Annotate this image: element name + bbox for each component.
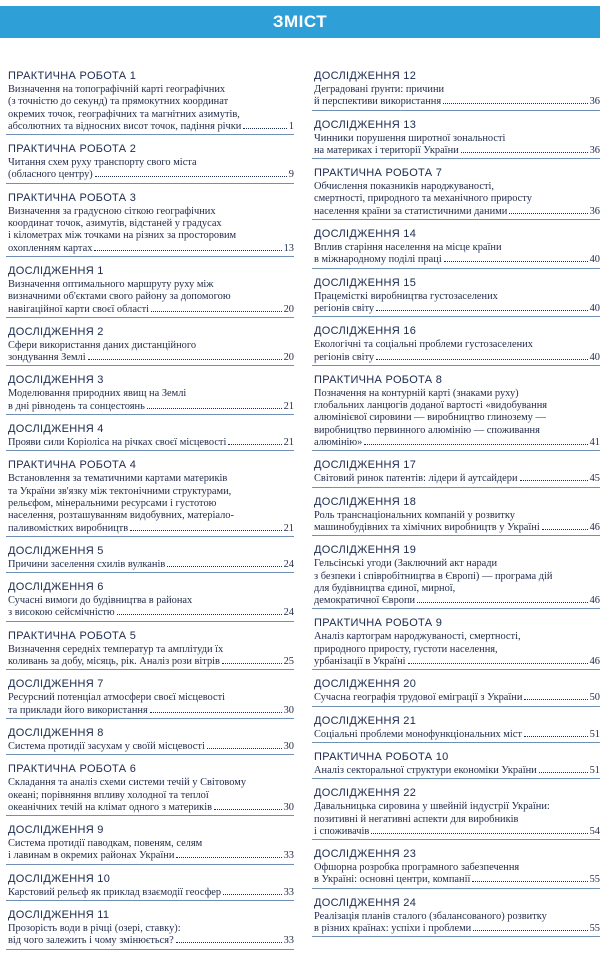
toc-entry[interactable]: [6, 143, 294, 184]
toc-entry-line: позитивні й негативні аспекти для виробників: [314, 813, 519, 825]
toc-entry[interactable]: [6, 909, 294, 950]
toc-entry-title: ДОСЛІДЖЕННЯ 12: [314, 70, 417, 82]
toc-entry-line: на материках і території України: [314, 144, 459, 156]
toc-entry-title: ДОСЛІДЖЕННЯ 2: [8, 325, 104, 338]
toc-entry-line: алюмінію»: [314, 437, 363, 449]
dot-leader: [472, 881, 587, 882]
toc-entry-line: Давальницька сировина у швейній індустрії України:: [314, 801, 550, 813]
toc-entry-last-line: [314, 826, 600, 838]
toc-entry-last-line: [8, 850, 294, 862]
dot-leader: [444, 261, 588, 262]
page-number[interactable]: 41: [589, 437, 600, 449]
page-number[interactable]: 46: [589, 656, 600, 668]
toc-right-column: [312, 70, 600, 945]
toc-entry[interactable]: [6, 545, 294, 573]
toc-entry-last-line: [314, 96, 600, 108]
toc-entry-last-line: [314, 923, 600, 935]
toc-entry-line: від чого залежить і чому змінюється?: [8, 935, 174, 947]
toc-entry-line: в різних країнах: успіхи і проблеми: [314, 922, 472, 934]
toc-entry-title: ДОСЛІДЖЕННЯ 18: [314, 495, 417, 508]
page-number[interactable]: 55: [589, 922, 600, 934]
toc-entry-title: ДОСЛІДЖЕННЯ 16: [314, 325, 417, 338]
page-number[interactable]: 33: [283, 935, 294, 947]
toc-entry-title: ДОСЛІДЖЕННЯ 1: [8, 264, 104, 277]
toc-entry-line: (обласного центру): [8, 169, 93, 181]
toc-entry[interactable]: [6, 763, 294, 816]
toc-entry[interactable]: [312, 897, 600, 938]
toc-entry[interactable]: [312, 325, 600, 366]
toc-entry-title: ДОСЛІДЖЕННЯ 9: [8, 824, 104, 837]
toc-entry[interactable]: [312, 787, 600, 840]
toc-entry-description: [312, 691, 600, 705]
dot-leader: [371, 833, 587, 834]
toc-entry-description: [6, 776, 294, 815]
toc-entry-line: Причини заселення схилів вулканів: [8, 558, 166, 570]
toc-entry-last-line: [8, 607, 294, 619]
toc-entry-title: ДОСЛІДЖЕННЯ 19: [314, 544, 417, 557]
toc-entry-line: та України зв'язку між тектонічними структурами,: [8, 485, 232, 497]
dot-leader: [147, 408, 282, 409]
toc-entry-last-line: [8, 656, 294, 668]
toc-entry-description: [6, 436, 294, 450]
toc-entry-last-line: [8, 352, 294, 364]
toc-entry-line: Система протидії засухам у своїй місцевості: [8, 740, 205, 752]
toc-entry-last-line: [8, 437, 294, 449]
dot-leader: [167, 566, 281, 567]
toc-entry-line: Обчислення показників народжуваності,: [314, 181, 494, 193]
page-number[interactable]: 54: [589, 825, 600, 837]
toc-entry-line: і споживачів: [314, 825, 370, 837]
toc-entry-line: океані; порівняння впливу холодної та теплої: [8, 789, 209, 801]
toc-entry-description: [6, 278, 294, 317]
toc-entry-line: Сучасні вимоги до будівництва в районах: [8, 595, 193, 607]
dot-leader: [376, 310, 588, 311]
toc-entry-line: Моделювання природних явищ на Землі: [8, 388, 187, 400]
toc-entry-last-line: [314, 303, 600, 315]
dot-leader: [376, 359, 588, 360]
toc-entry-last-line: [8, 887, 294, 899]
page-number[interactable]: 46: [589, 595, 600, 607]
toc-entry-title: ПРАКТИЧНА РОБОТА 8: [314, 373, 443, 386]
toc-entry-last-line: [314, 145, 600, 157]
toc-entry-description: [312, 387, 600, 450]
toc-entry-line: і кілометрах між точками на різних за просторовим: [8, 230, 237, 242]
toc-entry-last-line: [314, 765, 600, 777]
page-number[interactable]: 21: [283, 400, 294, 412]
toc-entry-title: ПРАКТИЧНА РОБОТА 9: [314, 617, 443, 630]
toc-entry-line: Офшорна розробка програмного забезпечення: [314, 862, 520, 874]
toc-entry-line: демократичної Європи: [314, 595, 416, 607]
toc-entry-line: Встановлення за тематичними картами материків: [8, 473, 228, 485]
toc-entry-line: Роль транснаціональних компаній у розвитку: [314, 509, 515, 521]
toc-entry-description: [312, 728, 600, 742]
page-number[interactable]: 51: [589, 728, 600, 740]
page-number[interactable]: 20: [283, 352, 294, 364]
toc-entry[interactable]: [312, 848, 600, 889]
toc-entry-line: коливань за добу, місяць, рік. Аналіз рози вітрів: [8, 656, 220, 668]
toc-entry-description: [6, 472, 294, 535]
toc-entry[interactable]: [312, 167, 600, 220]
toc-entry-line: окремих точок, географічних та магнітних азимутів,: [8, 108, 240, 120]
dot-leader: [88, 359, 282, 360]
toc-entry-description: [6, 558, 294, 572]
toc-entry[interactable]: [6, 374, 294, 415]
toc-entry-line: Прозорість води в річці (озері, ставку):: [8, 922, 181, 934]
toc-entry-title: ДОСЛІДЖЕННЯ 14: [314, 228, 417, 241]
toc-entry-line: з високою сейсмічністю: [8, 607, 115, 619]
toc-entry-line: координат точок, азимутів, відстаней у градусах: [8, 218, 222, 230]
toc-entry-title: ПРАКТИЧНА РОБОТА 6: [8, 763, 137, 776]
toc-entry-line: Сучасна географія трудової еміграції з України: [314, 692, 523, 704]
toc-entry-title: ПРАКТИЧНА РОБОТА 10: [314, 750, 449, 763]
toc-entry-line: Карстовий рельєф як приклад взаємодії геосфер: [8, 886, 222, 898]
toc-entry-title: ДОСЛІДЖЕННЯ 7: [8, 678, 104, 691]
toc-entry-description: [312, 132, 600, 159]
page-number[interactable]: 40: [589, 254, 600, 266]
toc-entry-description: [312, 241, 600, 268]
dot-leader: [150, 712, 282, 713]
dot-leader: [223, 894, 282, 895]
page-number[interactable]: 1: [288, 120, 294, 132]
toc-entry-title: ДОСЛІДЖЕННЯ 4: [8, 423, 104, 436]
toc-entry[interactable]: [6, 630, 294, 671]
toc-entry[interactable]: [6, 824, 294, 865]
toc-entry-last-line: [314, 692, 600, 704]
toc-entry-description: [312, 630, 600, 669]
toc-entry-last-line: [314, 595, 600, 607]
toc-entry-description: [6, 205, 294, 256]
toc-entry-line: населення, розташуванням видобувних, матеріало-: [8, 510, 234, 522]
toc-entry-description: [312, 472, 600, 486]
dot-leader: [524, 699, 587, 700]
page-number[interactable]: 24: [283, 558, 294, 570]
toc-entry-last-line: [8, 705, 294, 717]
page-number[interactable]: 36: [589, 205, 600, 217]
toc-entry[interactable]: [312, 277, 600, 318]
toc-entry[interactable]: [6, 581, 294, 622]
toc-entry-last-line: [8, 243, 294, 255]
page-number[interactable]: 40: [589, 302, 600, 314]
toc-entry-description: [312, 557, 600, 608]
toc-entry[interactable]: [312, 544, 600, 609]
page-number[interactable]: 40: [589, 351, 600, 363]
toc-entry[interactable]: [6, 423, 294, 451]
dot-leader: [176, 942, 282, 943]
toc-entry-description: [312, 83, 600, 110]
toc-entry-line: й перспективи використання: [314, 96, 442, 108]
toc-entry-line: Система протидії паводкам, повеням, селям: [8, 838, 203, 850]
toc-entry[interactable]: [312, 119, 600, 160]
dot-leader: [539, 772, 588, 773]
toc-entry[interactable]: [312, 751, 600, 779]
toc-entry-title: ДОСЛІДЖЕННЯ 21: [314, 714, 417, 727]
page-number[interactable]: 25: [283, 656, 294, 668]
dot-leader: [94, 250, 281, 251]
dot-leader: [542, 529, 588, 530]
toc-entry-last-line: [314, 729, 600, 741]
toc-entry-title: ДОСЛІДЖЕННЯ 15: [314, 276, 417, 289]
toc-entry-title: ДОСЛІДЖЕННЯ 13: [314, 118, 417, 131]
toc-entry-line: Визначення за градусною сіткою географічних: [8, 205, 216, 217]
dot-leader: [222, 663, 282, 664]
toc-entry-last-line: [314, 522, 600, 534]
toc-entry-last-line: [8, 169, 294, 181]
toc-entry-line: Складання та аналіз схеми системи течій у Світовому: [8, 777, 247, 789]
dot-leader: [461, 152, 588, 153]
toc-entry-description: [6, 339, 294, 366]
toc-entry-description: [312, 338, 600, 365]
dot-leader: [214, 809, 282, 810]
toc-entry-title: ДОСЛІДЖЕННЯ 11: [8, 908, 110, 921]
toc-entry-line: машинобудівних та хімічних виробництв у Україні: [314, 521, 540, 533]
toc-entry-line: в Україні: основні центри, компанії: [314, 874, 471, 886]
page-number[interactable]: 20: [283, 303, 294, 315]
toc-entry[interactable]: [312, 678, 600, 706]
toc-entry[interactable]: [312, 70, 600, 111]
toc-entry-line: Вплив старіння населення на місце країни: [314, 242, 502, 254]
toc-entry-description: [312, 509, 600, 536]
toc-entry-description: [6, 643, 294, 670]
toc-entry-description: [312, 764, 600, 778]
toc-entry-description: [6, 156, 294, 183]
toc-entry-line: смертності, природного та механічного приросту: [314, 193, 532, 205]
toc-entry-line: регіонів світу: [314, 302, 375, 314]
toc-entry-last-line: [8, 523, 294, 535]
toc-entry-line: Екологічні та соціальні проблеми густозаселених: [314, 339, 533, 351]
page-number[interactable]: 24: [283, 607, 294, 619]
toc-entry-line: Читання схем руху транспорту свого міста: [8, 157, 197, 169]
toc-entry-title: ДОСЛІДЖЕННЯ 17: [314, 459, 417, 472]
toc-entry-description: [312, 910, 600, 937]
toc-entry-title: ДОСЛІДЖЕННЯ 8: [8, 726, 104, 739]
toc-entry[interactable]: [6, 727, 294, 755]
dot-leader: [524, 736, 588, 737]
toc-entry-line: Соціальні проблеми монофункціональних міст: [314, 728, 522, 740]
page-number[interactable]: 33: [283, 886, 294, 898]
toc-entry-title: ПРАКТИЧНА РОБОТА 3: [8, 191, 137, 204]
toc-entry-line: глобальних ланцюгів доданої вартості «видобування: [314, 400, 548, 412]
toc-entry-last-line: [314, 254, 600, 266]
toc-entry-line: охопленням картах: [8, 242, 93, 254]
dot-leader: [520, 480, 588, 481]
toc-entry-line: населення країни за статистичними даними: [314, 205, 508, 217]
toc-entry-title: ДОСЛІДЖЕННЯ 10: [8, 872, 111, 885]
toc-entry-title: ДОСЛІДЖЕННЯ 3: [8, 374, 104, 387]
toc-entry-line: виробництво первинного алюмінію — споживання: [314, 424, 540, 436]
toc-entry-title: ПРАКТИЧНА РОБОТА 5: [8, 629, 137, 642]
toc-entry[interactable]: [312, 715, 600, 743]
toc-entry-line: Світовий ринок патентів: лідери й аутсайдери: [314, 473, 518, 485]
toc-entry[interactable]: [6, 70, 294, 135]
toc-entry[interactable]: [6, 459, 294, 536]
toc-entry-last-line: [314, 206, 600, 218]
toc-entry-description: [6, 886, 294, 900]
page-number[interactable]: 50: [589, 692, 600, 704]
toc-entry-line: Ресурсний потенціал атмосфери своєї місцевості: [8, 692, 226, 704]
toc-entry-description: [6, 691, 294, 718]
toc-entry-line: навігаційної карти своєї області: [8, 303, 149, 315]
toc-entry-last-line: [8, 121, 294, 133]
dot-leader: [473, 930, 587, 931]
page-number[interactable]: 51: [589, 764, 600, 776]
toc-entry-description: [312, 861, 600, 888]
toc-entry-line: Аналіз секторальної структури економіки України: [314, 764, 537, 776]
toc-entry-last-line: [8, 304, 294, 316]
toc-entry[interactable]: [6, 265, 294, 318]
page-number[interactable]: 21: [283, 437, 294, 449]
page-number[interactable]: 45: [589, 473, 600, 485]
toc-entry-line: Визначення на топографічній карті географічних: [8, 84, 226, 95]
page-number[interactable]: 9: [288, 169, 294, 181]
dot-leader: [364, 444, 587, 445]
toc-entry-line: з безпеки і співробітництва в Європі) — програма дій: [314, 570, 553, 582]
toc-entry-title: ДОСЛІДЖЕННЯ 6: [8, 581, 104, 594]
toc-entry-last-line: [8, 802, 294, 814]
toc-entry-line: (з точністю до секунд) та прямокутних координат: [8, 96, 229, 108]
toc-entry-line: Працемісткі виробництва густозаселених: [314, 290, 498, 302]
toc-entry[interactable]: [6, 326, 294, 367]
toc-entry-line: і лавинам в окремих районах України: [8, 850, 175, 862]
toc-entry[interactable]: [6, 192, 294, 257]
toc-entry-title: ПРАКТИЧНА РОБОТА 7: [314, 167, 443, 180]
toc-entry-line: Реалізація планів сталого (збалансованого) розвитку: [314, 910, 547, 922]
toc-entry-line: алюмінієвої сировини — виробництво глинозему —: [314, 412, 546, 424]
page-number[interactable]: 46: [589, 521, 600, 533]
page-number[interactable]: 30: [283, 740, 294, 752]
toc-entry-description: [312, 800, 600, 839]
toc-entry[interactable]: [312, 228, 600, 269]
toc-entry-description: [6, 740, 294, 754]
dot-leader: [509, 213, 587, 214]
page-number[interactable]: 36: [589, 96, 600, 108]
toc-entry[interactable]: [312, 496, 600, 537]
toc-entry-title: ДОСЛІДЖЕННЯ 22: [314, 787, 417, 800]
toc-entry[interactable]: [312, 617, 600, 670]
dot-leader: [130, 530, 281, 531]
toc-entry[interactable]: [312, 374, 600, 451]
dot-leader: [95, 176, 287, 177]
toc-entry-last-line: [314, 874, 600, 886]
toc-entry-last-line: [8, 741, 294, 753]
toc-entry-description: [6, 387, 294, 414]
toc-entry-title: ПРАКТИЧНА РОБОТА 2: [8, 143, 137, 156]
page-number[interactable]: 13: [283, 242, 294, 254]
toc-entry-line: в дні рівнодень та сонцестоянь: [8, 400, 145, 412]
page-number[interactable]: 30: [283, 704, 294, 716]
dot-leader: [243, 128, 286, 129]
toc-entry-line: рельєфом, мінеральними ресурсами і густотою: [8, 497, 217, 509]
toc-entry-last-line: [8, 935, 294, 947]
dot-leader: [207, 748, 282, 749]
dot-leader: [408, 663, 588, 664]
toc-entry-description: [6, 922, 294, 949]
toc-entry-last-line: [314, 656, 600, 668]
page-number[interactable]: 30: [283, 801, 294, 813]
toc-entry-last-line: [8, 401, 294, 413]
toc-entry-line: Чинники порушення широтної зональності: [314, 132, 506, 144]
toc-entry-line: зондування Землі: [8, 352, 86, 364]
toc-entry-title: ДОСЛІДЖЕННЯ 23: [314, 848, 417, 861]
toc-entry-line: Аналіз картограм народжуваності, смертності,: [314, 631, 521, 643]
page-number[interactable]: 55: [589, 874, 600, 886]
toc-entry-description: [6, 83, 294, 134]
toc-entry-line: Деградовані ґрунти: причини: [314, 84, 445, 95]
toc-entry-line: Позначення на контурній карті (знаками руху): [314, 387, 519, 399]
toc-entry-last-line: [8, 559, 294, 571]
toc-entry-description: [312, 290, 600, 317]
dot-leader: [443, 103, 587, 104]
page-number[interactable]: 36: [589, 144, 600, 156]
toc-entry-title: ДОСЛІДЖЕННЯ 20: [314, 678, 417, 691]
page-title: ЗМІСТ: [272, 12, 328, 31]
toc-entry-description: [312, 180, 600, 219]
toc-entry-line: Визначення середніх температур та амплітуди їх: [8, 643, 224, 655]
toc-entry-line: в міжнародному поділі праці: [314, 254, 442, 266]
toc-entry-last-line: [314, 473, 600, 485]
toc-entry-line: паливомістких виробництв: [8, 522, 129, 534]
dot-leader: [228, 444, 281, 445]
toc-entry-line: Гельсінські угоди (Заключний акт наради: [314, 558, 498, 570]
page-number[interactable]: 33: [283, 850, 294, 862]
toc-entry-description: [6, 837, 294, 864]
dot-leader: [151, 311, 282, 312]
toc-entry-line: океанічних течій на клімат одного з материків: [8, 801, 212, 813]
dot-leader: [176, 857, 281, 858]
toc-entry-line: абсолютних та відносних висот точок, падіння річки: [8, 120, 242, 132]
toc-entry-last-line: [314, 437, 600, 449]
toc-entry-line: Сфери використання даних дистанційного: [8, 339, 197, 351]
toc-entry[interactable]: [312, 459, 600, 487]
toc-entry-line: Прояви сили Коріоліса на річках своєї місцевості: [8, 437, 227, 449]
toc-entry-line: та приклади його використання: [8, 704, 148, 716]
toc-entry-title: ПРАКТИЧНА РОБОТА 4: [8, 459, 137, 472]
dot-leader: [117, 614, 282, 615]
dot-leader: [417, 602, 588, 603]
toc-entry-description: [6, 594, 294, 621]
toc-entry-line: регіонів світу: [314, 351, 375, 363]
toc-entry-line: визначними об'єктами свого району за допомогою: [8, 291, 231, 303]
toc-entry[interactable]: [6, 678, 294, 719]
toc-entry-title: ДОСЛІДЖЕННЯ 24: [314, 896, 417, 909]
toc-entry-line: урбанізації в Україні: [314, 656, 406, 668]
toc-entry-line: природного приросту, густоти населення,: [314, 643, 498, 655]
toc-entry-line: Визначення оптимального маршруту руху між: [8, 278, 214, 290]
toc-entry-title: ДОСЛІДЖЕННЯ 5: [8, 544, 104, 557]
page-number[interactable]: 21: [283, 522, 294, 534]
toc-entry-last-line: [314, 352, 600, 364]
toc-entry-line: для будівництва єдиної, мирної,: [314, 582, 456, 594]
toc-entry-title: ПРАКТИЧНА РОБОТА 1: [8, 70, 137, 82]
toc-left-column: [6, 70, 294, 958]
